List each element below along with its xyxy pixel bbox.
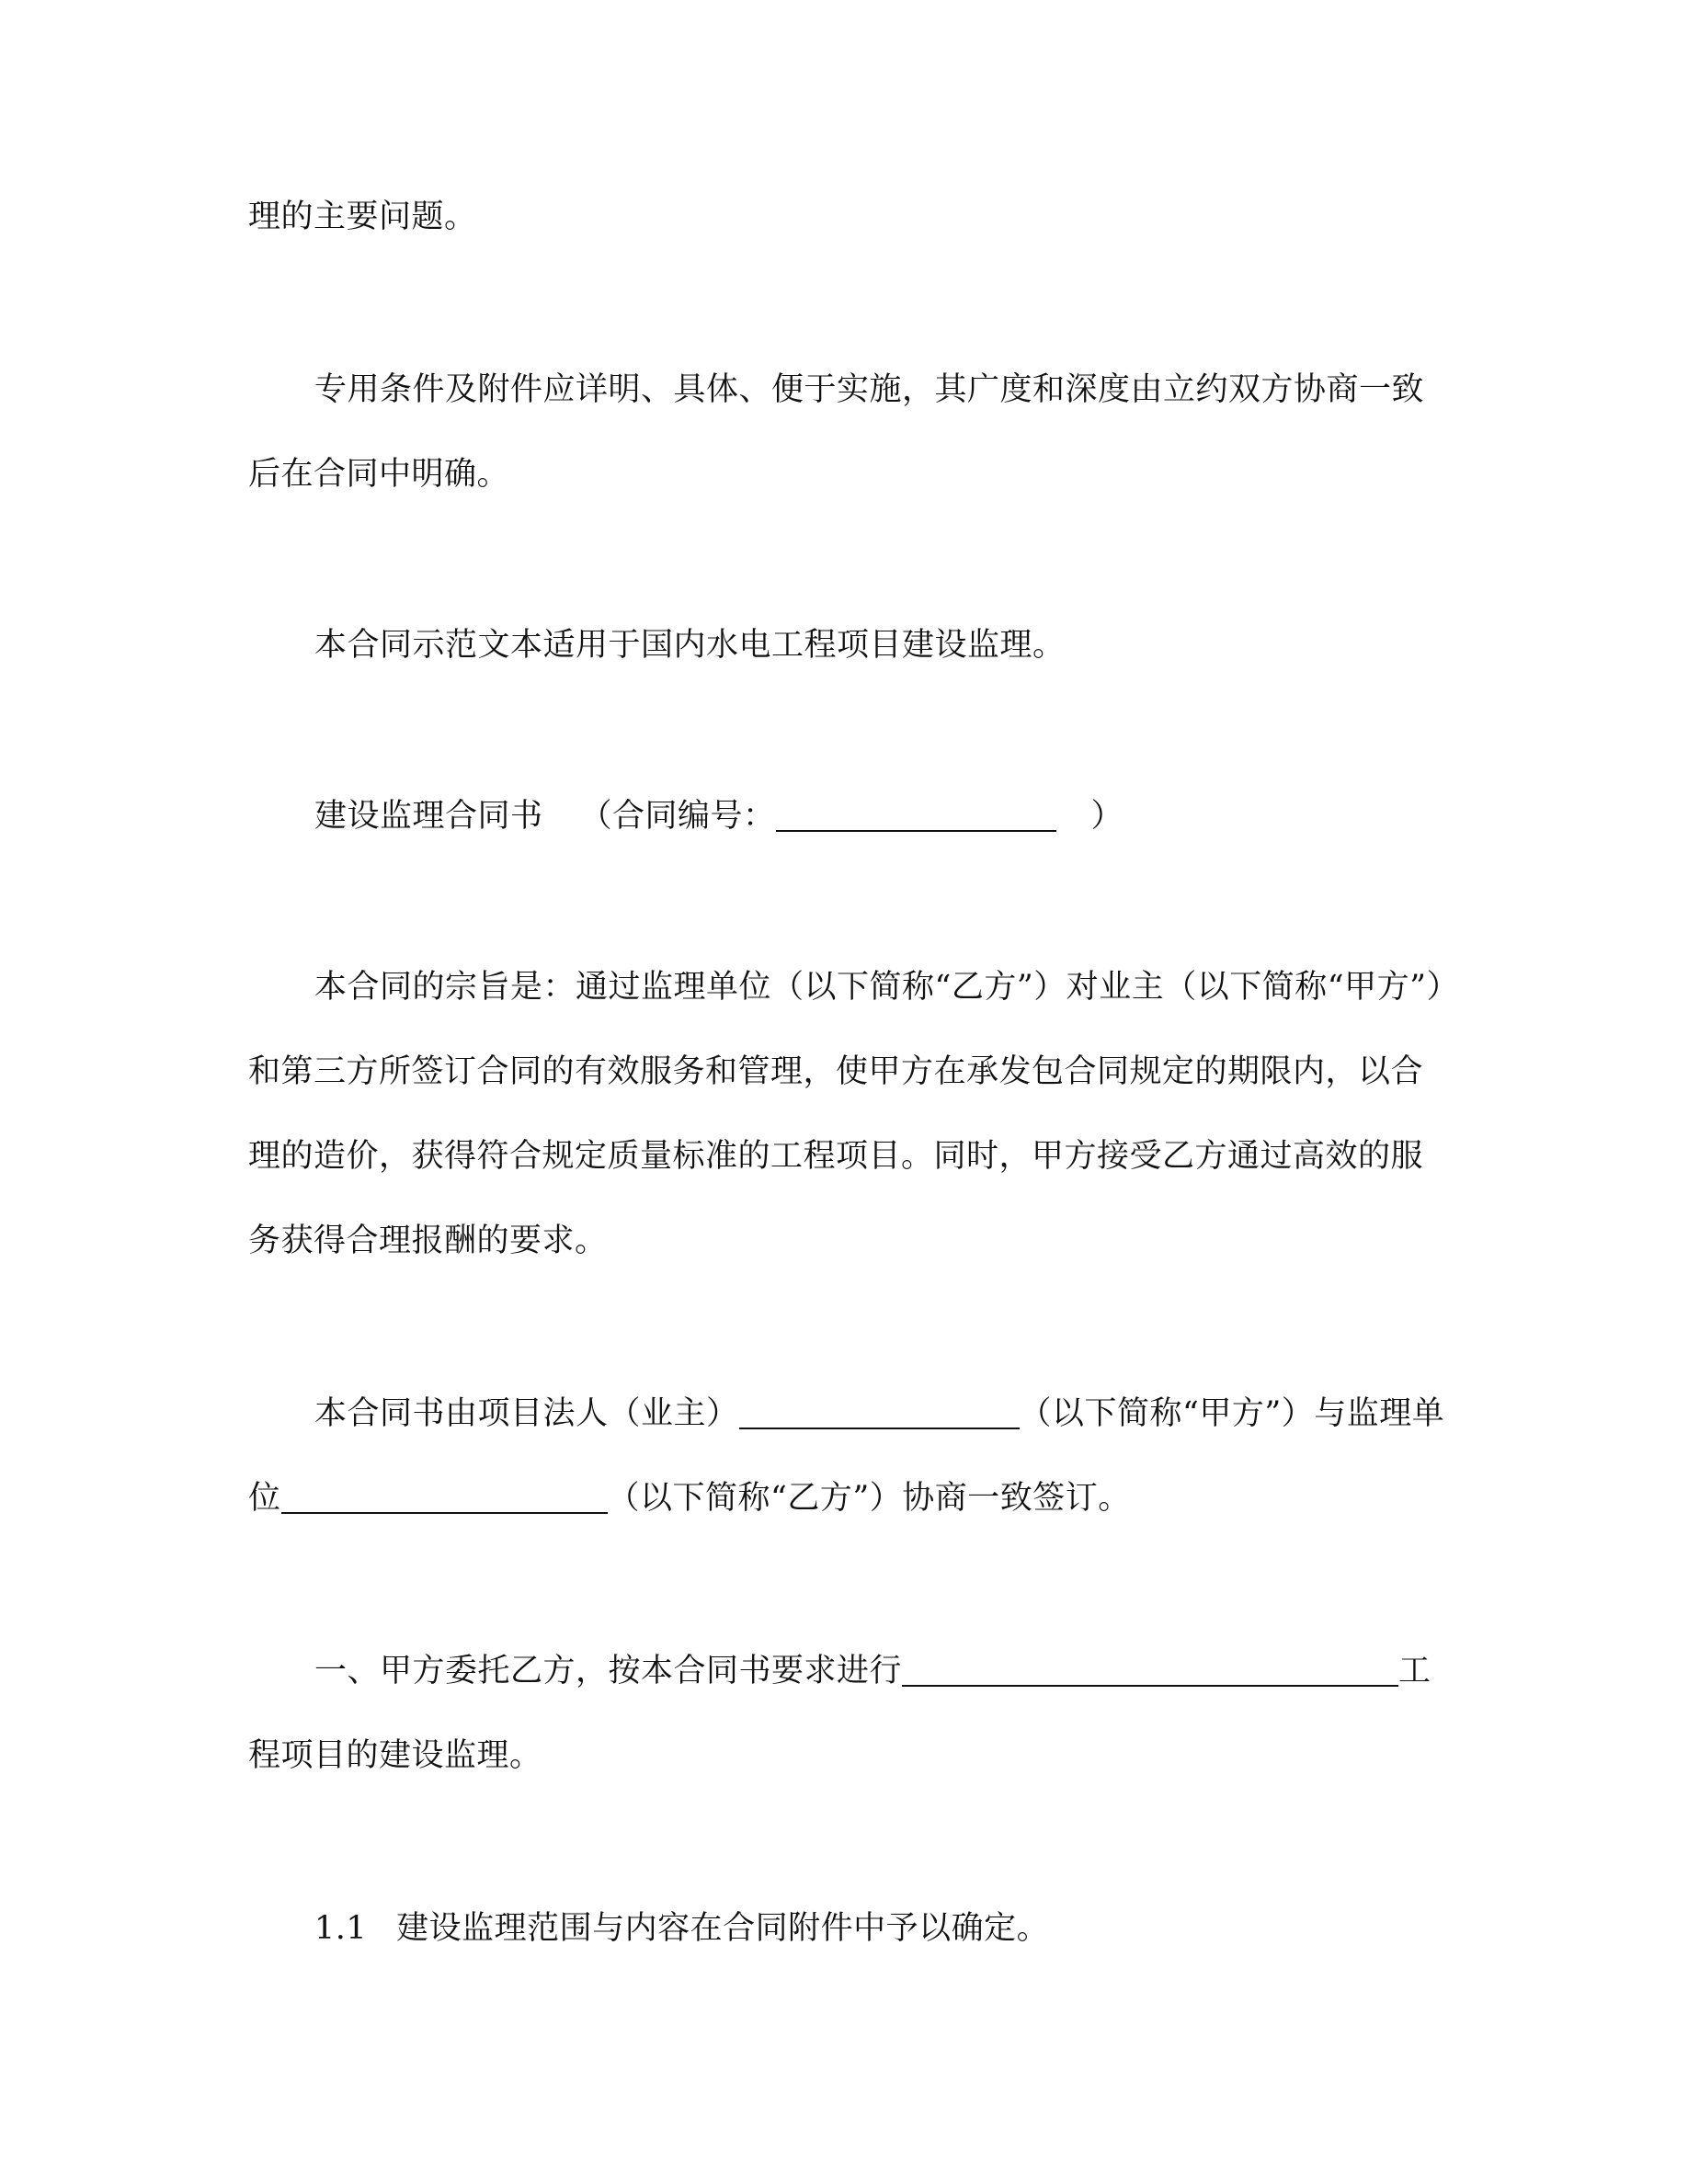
contract-number-label: （合同编号： bbox=[579, 798, 776, 835]
paragraph-line: 专用条件及附件应详明、具体、便于实施，其广度和深度由立约双方协商一致 bbox=[314, 371, 1425, 408]
text-segment: （以下简称“乙方”）协商一致签订。 bbox=[607, 1480, 1131, 1517]
paragraph-line: 程项目的建设监理。 bbox=[248, 1737, 542, 1774]
contract-number-blank bbox=[776, 799, 1056, 832]
paragraph-line bbox=[314, 1651, 1500, 1691]
text-segment: 一、甲方委托乙方，按本合同书要求进行 bbox=[314, 1653, 903, 1689]
paragraph-line: 理的造价，获得符合规定质量标准的工程项目。同时，甲方接受乙方通过高效的服 bbox=[248, 1138, 1424, 1175]
clause-number: 1.1 bbox=[314, 1910, 368, 1947]
text-segment: （以下简称“甲方”）与监理单 bbox=[1019, 1395, 1445, 1432]
party-a-blank bbox=[739, 1396, 1020, 1429]
text-segment: 本合同书由项目法人（业主） bbox=[314, 1395, 739, 1432]
party-b-blank bbox=[281, 1481, 608, 1514]
contract-number-close: ） bbox=[1090, 798, 1124, 835]
text-segment: 工 bbox=[1398, 1653, 1431, 1689]
paragraph-line bbox=[248, 1478, 1434, 1519]
paragraph-line: 和第三方所签订合同的有效服务和管理，使甲方在承发包合同规定的期限内，以合 bbox=[248, 1053, 1424, 1090]
project-name-blank bbox=[902, 1654, 1398, 1687]
contract-title-line bbox=[314, 796, 1500, 836]
text-segment: 位 bbox=[248, 1480, 281, 1517]
paragraph-line: 本合同示范文本适用于国内水电工程项目建设监理。 bbox=[314, 627, 1066, 664]
paragraph-line: 理的主要问题。 bbox=[248, 199, 477, 235]
paragraph-line: 本合同的宗旨是：通过监理单位（以下简称“乙方”）对业主（以下简称“甲方”） bbox=[314, 969, 1460, 1006]
paragraph-line: 务获得合理报酬的要求。 bbox=[248, 1223, 608, 1259]
paragraph-line: 后在合同中明确。 bbox=[248, 456, 510, 493]
contract-title: 建设监理合同书 bbox=[314, 798, 543, 835]
clause-text: 建设监理范围与内容在合同附件中予以确定。 bbox=[396, 1910, 1050, 1947]
clause-line bbox=[314, 1908, 1500, 1949]
paragraph-line bbox=[314, 1393, 1500, 1434]
